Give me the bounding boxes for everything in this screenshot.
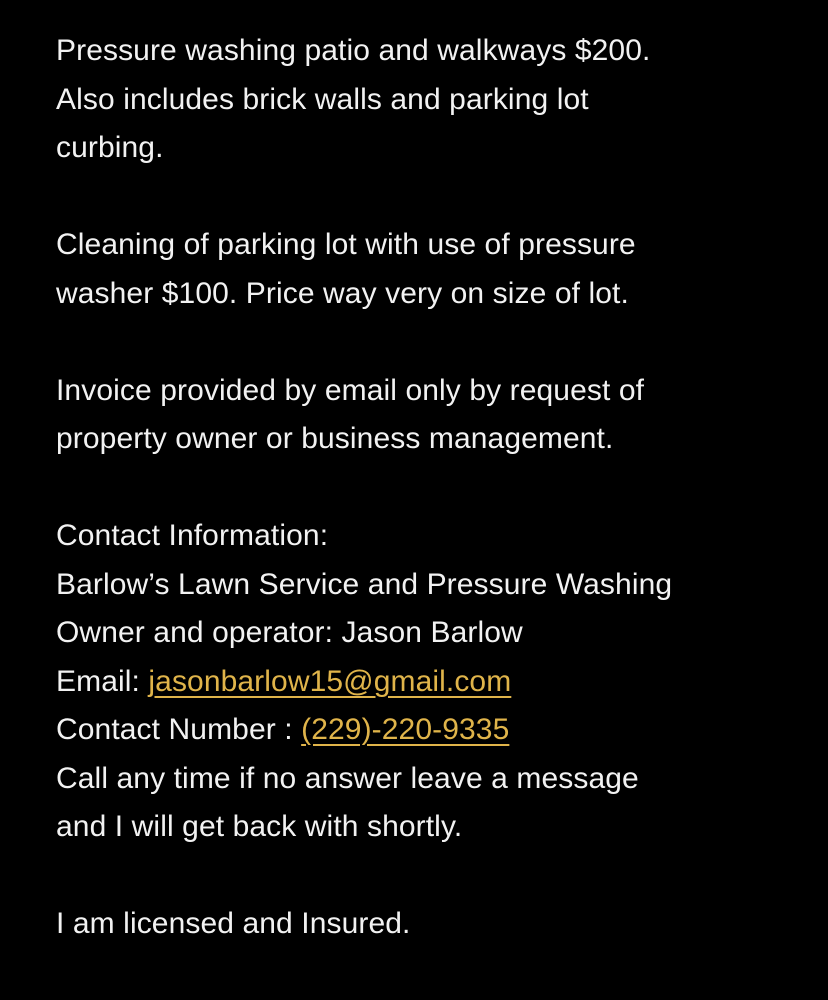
email-link[interactable]: jasonbarlow15@gmail.com: [148, 664, 512, 698]
call-note-line-2: and I will get back with shortly.: [56, 810, 463, 843]
invoice-paragraph: [56, 367, 816, 464]
invoice-line-2: property owner or business management.: [56, 422, 614, 455]
email-line: [56, 658, 816, 707]
pressure-washing-line-2: Also includes brick walls and parking lot: [56, 82, 589, 116]
phone-label: Contact Number :: [56, 713, 302, 746]
license-paragraph: [56, 900, 816, 949]
pressure-washing-line-3: curbing.: [56, 131, 164, 164]
business-name: Barlow’s Lawn Service and Pressure Washing: [56, 567, 673, 601]
parking-lot-line-2: washer $100. Price way very on size of lot.: [56, 276, 629, 310]
owner-line: Owner and operator: Jason Barlow: [56, 616, 523, 649]
contact-heading: Contact Information:: [56, 519, 329, 552]
phone-line: [56, 706, 816, 755]
invoice-line-1: Invoice provided by email only by request of: [56, 373, 645, 407]
license-line: I am licensed and Insured.: [56, 907, 411, 940]
email-label: Email:: [56, 664, 149, 698]
parking-lot-line-1: Cleaning of parking lot with use of pressure: [56, 228, 636, 261]
pressure-washing-line-1: Pressure washing patio and walkways $200.: [56, 34, 651, 67]
parking-lot-paragraph: [56, 221, 816, 318]
phone-link[interactable]: (229)-220-9335: [301, 713, 510, 746]
contact-paragraph: [56, 512, 816, 852]
call-note-line-1: Call any time if no answer leave a message: [56, 761, 639, 795]
service-flyer-text: [56, 27, 816, 949]
pressure-washing-paragraph: [56, 27, 816, 173]
